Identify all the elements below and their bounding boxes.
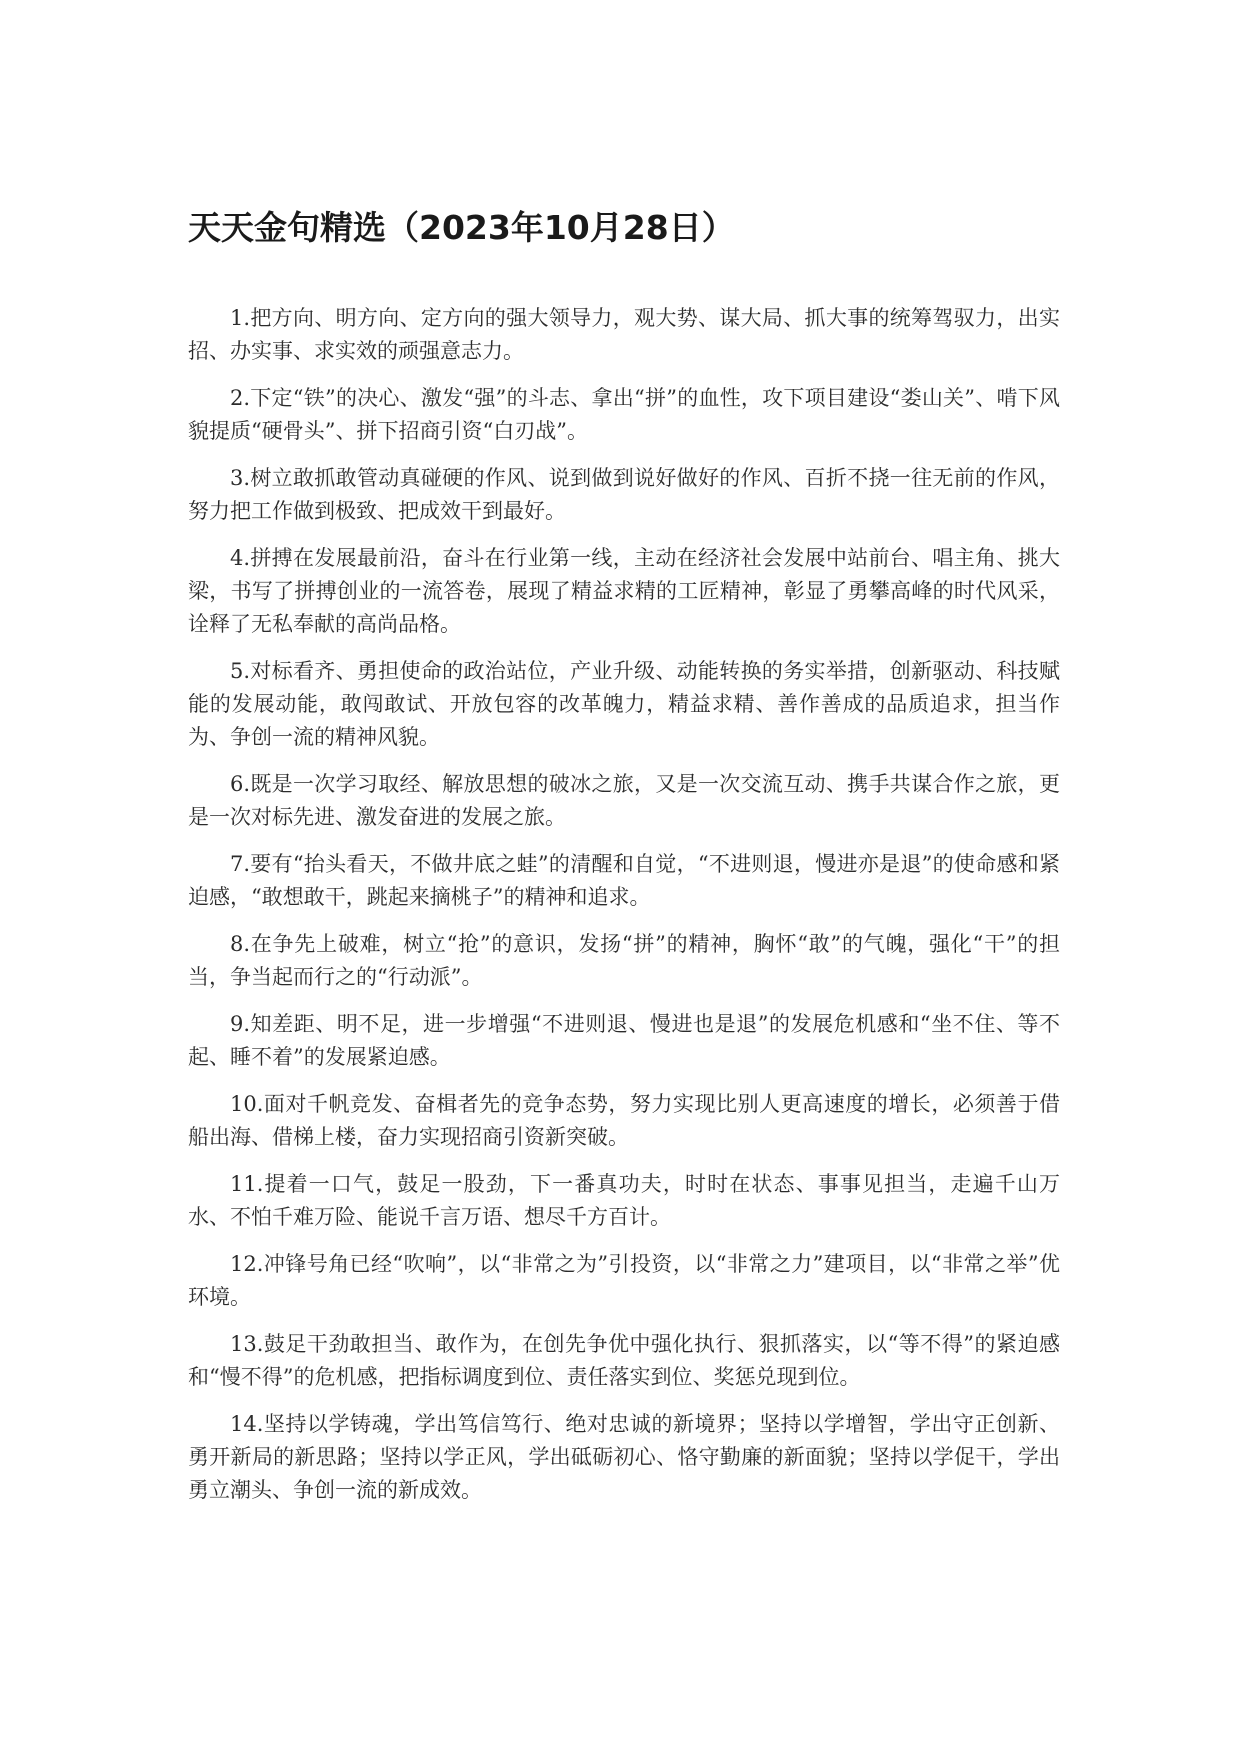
quote-paragraph-7: 7.要有“抬头看天，不做井底之蛙”的清醒和自觉，“不进则退，慢进亦是退”的使命感和紧迫感，“敢想敢干，跳起来摘桃子”的精神和追求。	[188, 852, 1060, 909]
quote-paragraph-13: 13.鼓足干劲敢担当、敢作为，在创先争优中强化执行、狠抓落实，以“等不得”的紧迫感和“慢不得”的危机感，把指标调度到位、责任落实到位、奖惩兑现到位。	[188, 1332, 1060, 1389]
quote-paragraph-8: 8.在争先上破难，树立“抢”的意识，发扬“拼”的精神，胸怀“敢”的气魄，强化“干”的担当，争当起而行之的“行动派”。	[188, 932, 1060, 989]
quote-paragraph-1: 1.把方向、明方向、定方向的强大领导力，观大势、谋大局、抓大事的统筹驾驭力，出实招、办实事、求实效的顽强意志力。	[188, 306, 1060, 363]
quote-paragraph-6: 6.既是一次学习取经、解放思想的破冰之旅，又是一次交流互动、携手共谋合作之旅，更是一次对标先进、激发奋进的发展之旅。	[188, 772, 1060, 829]
quote-paragraph-11: 11.提着一口气，鼓足一股劲，下一番真功夫，时时在状态、事事见担当，走遍千山万水、不怕千难万险、能说千言万语、想尽千方百计。	[188, 1172, 1060, 1229]
quote-paragraph-3: 3.树立敢抓敢管动真碰硬的作风、说到做到说好做好的作风、百折不挠一往无前的作风，努力把工作做到极致、把成效干到最好。	[188, 466, 1060, 523]
quote-paragraph-5: 5.对标看齐、勇担使命的政治站位，产业升级、动能转换的务实举措，创新驱动、科技赋能的发展动能，敢闯敢试、开放包容的改革魄力，精益求精、善作善成的品质追求，担当作为、争创一流的精神风貌。	[188, 659, 1060, 749]
quote-paragraph-12: 12.冲锋号角已经“吹响”，以“非常之为”引投资，以“非常之力”建项目，以“非常之举”优环境。	[188, 1252, 1060, 1309]
quote-paragraph-10: 10.面对千帆竞发、奋楫者先的竞争态势，努力实现比别人更高速度的增长，必须善于借船出海、借梯上楼，奋力实现招商引资新突破。	[188, 1092, 1060, 1149]
quote-paragraph-4: 4.拼搏在发展最前沿，奋斗在行业第一线，主动在经济社会发展中站前台、唱主角、挑大梁，书写了拼搏创业的一流答卷，展现了精益求精的工匠精神，彰显了勇攀高峰的时代风采，诠释了无私奉献的高尚品格。	[188, 546, 1060, 636]
quote-paragraph-2: 2.下定“铁”的决心、激发“强”的斗志、拿出“拼”的血性，攻下项目建设“娄山关”、啃下风貌提质“硬骨头”、拼下招商引资“白刃战”。	[188, 386, 1060, 443]
quote-list	[188, 302, 1060, 1521]
document-title: 天天金句精选（2023年10月28日）	[188, 208, 735, 247]
quote-paragraph-9: 9.知差距、明不足，进一步增强“不进则退、慢进也是退”的发展危机感和“坐不住、等不起、睡不着”的发展紧迫感。	[188, 1012, 1060, 1069]
quote-paragraph-14: 14.坚持以学铸魂，学出笃信笃行、绝对忠诚的新境界；坚持以学增智，学出守正创新、勇开新局的新思路；坚持以学正风，学出砥砺初心、恪守勤廉的新面貌；坚持以学促干，学出勇立潮头、争创一流的新成效。	[188, 1412, 1060, 1502]
